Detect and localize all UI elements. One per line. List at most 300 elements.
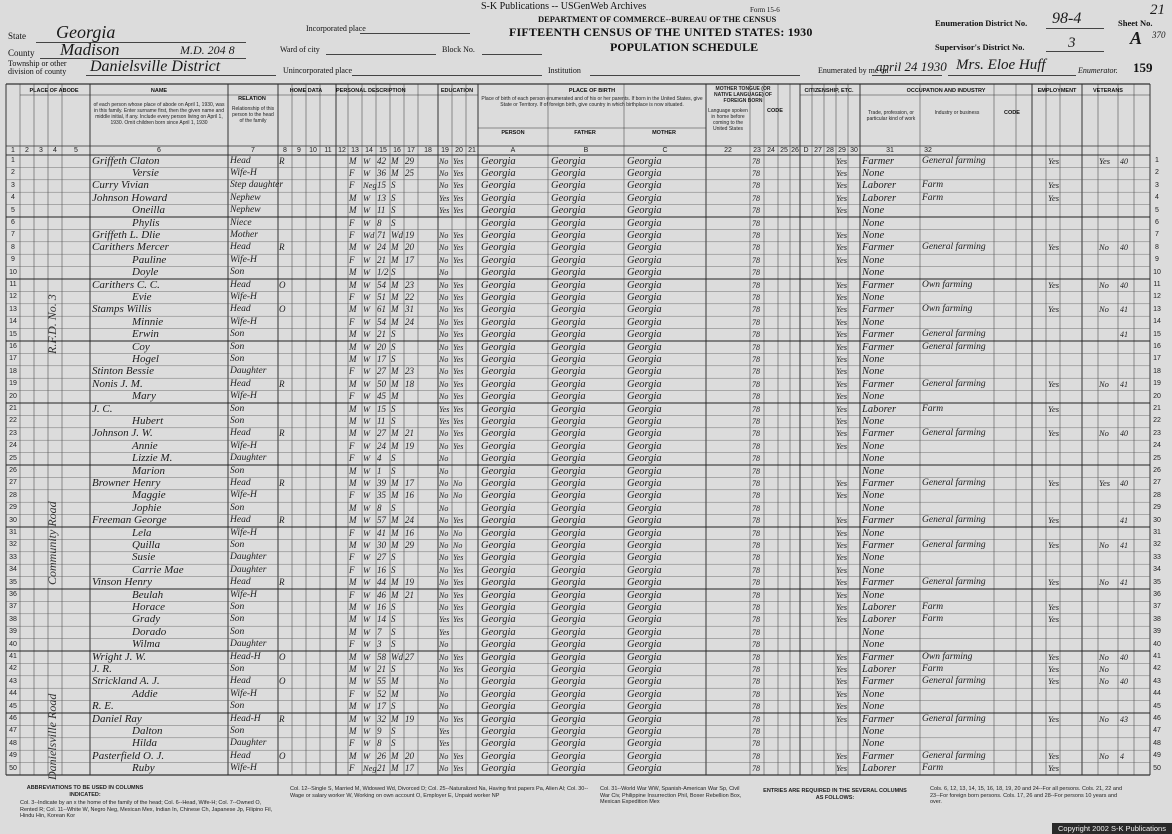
cell-pb: Georgia: [481, 291, 516, 303]
cell-race: W: [363, 428, 371, 439]
cell-pb: Georgia: [481, 589, 516, 601]
cell-w: Yes: [1048, 279, 1060, 290]
cell-sch: No: [439, 243, 449, 253]
enumerator-name: Mrs. Eloe Huff: [956, 57, 1046, 73]
cell-w: Yes: [1048, 477, 1060, 488]
cell-sch: Yes: [439, 615, 450, 625]
cell-mage: 29: [405, 539, 414, 550]
cell-ms: Wd: [391, 651, 403, 662]
cell-pb: Georgia: [481, 676, 516, 688]
cell-code: 78: [752, 243, 760, 253]
cell-mage: 23: [405, 366, 414, 377]
cell-pb: Georgia: [481, 205, 516, 217]
cell-c31: 41: [1120, 540, 1128, 550]
line-number: 23: [9, 429, 17, 437]
cell-pb: Georgia: [481, 502, 516, 514]
name-column-description: of each person whose place of abode on April 1, 1930, was in this family. Enter surname first, then the given name and middle initial, if any. Include every person living on April 1, 1930. Omit children born since April 1, 1930: [93, 102, 225, 126]
cell-code: 78: [752, 317, 760, 327]
cell-sex: F: [349, 180, 355, 191]
cell-code: 78: [752, 156, 760, 166]
cell-ms: Wd: [391, 229, 403, 240]
cell-sch: No: [439, 478, 449, 488]
cell-age: 15: [377, 180, 386, 191]
cell-age: 55: [377, 676, 386, 687]
cell-eng: Yes: [836, 415, 848, 426]
line-number: 49: [9, 752, 17, 760]
cell-mb: Georgia: [627, 688, 662, 700]
cell-w: Yes: [1048, 515, 1060, 526]
cell-ind: General farming: [922, 378, 986, 389]
cell-name: Curry Vivian: [92, 179, 149, 192]
cell-fb: Georgia: [551, 366, 586, 378]
cell-mb: Georgia: [627, 490, 662, 502]
cell-occ: None: [862, 440, 885, 452]
cell-ind: General farming: [922, 515, 986, 526]
line-number: 49: [1153, 752, 1161, 760]
cell-c31: 40: [1120, 429, 1128, 439]
cell-code: 78: [752, 714, 760, 724]
cell-name: Erwin: [132, 328, 159, 341]
cell-sch: No: [439, 516, 449, 526]
cell-vet: Yes: [1099, 477, 1111, 488]
cell-pb: Georgia: [481, 688, 516, 700]
cell-occ: None: [862, 415, 885, 427]
cell-race: W: [363, 663, 371, 674]
line-number: 11: [1153, 281, 1161, 288]
column-number-29: 29: [838, 147, 846, 154]
cell-occ: Laborer: [862, 614, 897, 626]
cell-read: Yes: [453, 230, 464, 240]
cell-mage: 19: [405, 229, 414, 240]
cell-ms: S: [391, 415, 396, 426]
cell-age: 50: [377, 378, 386, 389]
cell-mb: Georgia: [627, 552, 662, 564]
cell-code: 78: [752, 503, 760, 513]
cell-sch: No: [439, 677, 449, 687]
cell-pb: Georgia: [481, 229, 516, 241]
cell-occ: None: [862, 453, 885, 465]
cell-mb: Georgia: [627, 601, 662, 613]
cell-race: W: [363, 378, 371, 389]
cell-fb: Georgia: [551, 378, 586, 390]
cell-mage: 29: [405, 155, 414, 166]
cell-own: R: [279, 378, 285, 389]
cell-sex: M: [349, 353, 357, 364]
cell-eng: Yes: [836, 329, 848, 340]
cell-rel: Wife-H: [230, 391, 257, 402]
cell-eng: Yes: [836, 477, 848, 488]
cell-read: Yes: [453, 354, 464, 364]
cell-pb: Georgia: [481, 490, 516, 502]
cell-c31: 40: [1120, 280, 1128, 290]
cell-rel: Head: [230, 428, 251, 439]
cell-read: Yes: [453, 379, 464, 389]
line-number: 21: [1153, 405, 1161, 412]
cell-sex: F: [349, 738, 355, 749]
cell-rel: Nephew: [230, 205, 261, 216]
cell-c31: 41: [1120, 330, 1128, 340]
cell-w: Yes: [1048, 403, 1060, 414]
cell-rel: Wife-H: [230, 589, 257, 600]
cell-sex: M: [349, 676, 357, 687]
cell-ms: M: [391, 304, 399, 315]
cell-read: Yes: [453, 206, 464, 216]
column-number-2: 2: [25, 147, 29, 154]
line-number: 39: [1153, 628, 1161, 636]
line-number: 31: [1153, 529, 1161, 536]
cell-code: 78: [752, 354, 760, 364]
cell-code: 78: [752, 726, 760, 736]
cell-rel: Head: [230, 304, 251, 315]
cell-rel: Daughter: [230, 564, 267, 575]
cell-occ: Laborer: [862, 601, 897, 613]
cell-name: Dorado: [132, 625, 167, 638]
cell-ms: M: [391, 378, 399, 389]
cell-age: 16: [377, 564, 386, 575]
cell-rel: Son: [230, 663, 245, 674]
cell-vet: No: [1099, 378, 1109, 389]
footer-abbreviations-note: Col. 3--Indicate by an x the home of the family of the head; Col. 6--Head, Wife-H; Col. 7--Owned O, Rented R; Col. 11--White W, Negro Neg, Mexican Mex, Indian In, Chinese Ch, Japanese Jp, Filipino Fil, Hindu Hin, Korean Kor: [20, 800, 273, 819]
cell-ms: M: [391, 254, 399, 265]
cell-eng: Yes: [836, 403, 848, 414]
cell-fb: Georgia: [551, 651, 586, 663]
cell-pb: Georgia: [481, 552, 516, 564]
cell-occ: Farmer: [862, 428, 895, 440]
cell-age: 57: [377, 515, 386, 526]
cell-mb: Georgia: [627, 316, 662, 328]
cell-mage: 25: [405, 167, 414, 178]
cell-race: W: [363, 205, 371, 216]
cell-ms: S: [391, 217, 396, 228]
cell-fb: Georgia: [551, 663, 586, 675]
cell-code: 78: [752, 516, 760, 526]
cell-sex: M: [349, 428, 357, 439]
cell-mb: Georgia: [627, 750, 662, 762]
ward-label: Ward of city: [280, 45, 320, 54]
footer-middle-note: Col. 12--Single S, Married M, Widowed Wd, Divorced D; Col. 25--Naturalized Na, Having first papers Pa, Alien Al; Col. 30--Wage or salary worker W, Working on own account O, Employer E, Unpaid worker NP: [290, 786, 589, 799]
line-number: 2: [1155, 169, 1159, 177]
cell-occ: Farmer: [862, 750, 895, 762]
cell-race: W: [363, 254, 371, 265]
cell-age: 54: [377, 316, 386, 327]
cell-eng: Yes: [836, 366, 848, 377]
cell-race: W: [363, 366, 371, 377]
cell-race: W: [363, 304, 371, 315]
cell-rel: Son: [230, 403, 245, 414]
cell-rel: Head-H: [230, 651, 261, 662]
cell-race: W: [363, 688, 371, 699]
cell-name: Ruby: [132, 762, 155, 775]
section-employment: EMPLOYMENT: [1037, 88, 1077, 94]
cell-own: R: [279, 155, 285, 166]
cell-occ: Farmer: [862, 676, 895, 688]
footer-veterans-note: Col. 31--World War WW, Spanish-American War Sp, Civil War Civ, Philippine Insurrection Phil, Boxer Rebellion Box, Mexican Expedition Mex: [600, 786, 742, 805]
cell-mage: 16: [405, 527, 414, 538]
cell-sex: F: [349, 316, 355, 327]
cell-sch: No: [439, 503, 449, 513]
line-number: 32: [9, 541, 17, 549]
line-number: 43: [9, 677, 17, 685]
cell-race: W: [363, 614, 371, 625]
cell-sex: M: [349, 701, 357, 712]
cell-mb: Georgia: [627, 440, 662, 452]
birth-mother-heading: MOTHER: [652, 130, 676, 136]
cell-occ: Farmer: [862, 539, 895, 551]
cell-mb: Georgia: [627, 192, 662, 204]
cell-mage: 16: [405, 490, 414, 501]
cell-sch: No: [439, 268, 449, 278]
cell-eng: Yes: [836, 750, 848, 761]
enumeration-district-label: Enumeration District No.: [935, 18, 1028, 28]
cell-name: Susie: [132, 551, 156, 564]
cell-sex: M: [349, 713, 357, 724]
cell-pb: Georgia: [481, 403, 516, 415]
cell-eng: Yes: [836, 291, 848, 302]
cell-occ: Farmer: [862, 577, 895, 589]
cell-code: 78: [752, 491, 760, 501]
cell-sch: No: [439, 354, 449, 364]
section-personal: PERSONAL DESCRIPTION: [336, 88, 406, 94]
cell-mb: Georgia: [627, 353, 662, 365]
cell-sex: F: [349, 490, 355, 501]
cell-age: 35: [377, 490, 386, 501]
cell-code: 78: [752, 764, 760, 774]
column-number-C: C: [662, 147, 668, 154]
cell-occ: None: [862, 229, 885, 241]
cell-sex: M: [349, 477, 357, 488]
cell-ind: Own farming: [922, 279, 973, 290]
cell-mb: Georgia: [627, 663, 662, 675]
cell-age: 13: [377, 192, 386, 203]
cell-ms: M: [391, 391, 399, 402]
cell-ms: M: [391, 440, 399, 451]
cell-rel: Head: [230, 577, 251, 588]
line-number: 29: [9, 504, 17, 512]
cell-read: Yes: [453, 441, 464, 451]
cell-race: W: [363, 477, 371, 488]
cell-ms: M: [391, 242, 399, 253]
cell-race: W: [363, 353, 371, 364]
cell-eng: Yes: [836, 428, 848, 439]
cell-sex: F: [349, 167, 355, 178]
supervisor-district-label: Supervisor's District No.: [935, 42, 1025, 52]
cell-sch: No: [439, 702, 449, 712]
cell-own: O: [279, 651, 286, 662]
cell-name: Hubert: [132, 414, 164, 427]
cell-eng: Yes: [836, 713, 848, 724]
cell-race: W: [363, 502, 371, 513]
cell-fb: Georgia: [551, 229, 586, 241]
cell-read: Yes: [453, 553, 464, 563]
cell-ind: General farming: [922, 713, 986, 724]
column-number-A: A: [510, 147, 516, 154]
cell-rel: Wife-H: [230, 254, 257, 265]
cell-ind: Own farming: [922, 651, 973, 662]
cell-name: Lela: [132, 526, 152, 539]
line-number: 47: [1153, 727, 1161, 735]
cell-mb: Georgia: [627, 614, 662, 626]
line-number: 34: [9, 566, 17, 574]
line-number: 9: [1155, 256, 1159, 264]
cell-age: 1: [377, 465, 382, 476]
column-number-15: 15: [379, 147, 387, 154]
cell-ind: Own farming: [922, 304, 973, 315]
cell-mage: 31: [405, 304, 414, 315]
cell-name: Johnson J. W.: [92, 427, 153, 440]
cell-read: Yes: [453, 404, 464, 414]
line-number: 1: [11, 157, 15, 164]
cell-fb: Georgia: [551, 428, 586, 440]
cell-pb: Georgia: [481, 564, 516, 576]
column-number-28: 28: [826, 147, 834, 154]
line-number: 38: [9, 615, 17, 623]
line-number: 47: [9, 727, 17, 735]
cell-fb: Georgia: [551, 713, 586, 725]
cell-race: W: [363, 316, 371, 327]
cell-mb: Georgia: [627, 167, 662, 179]
line-number: 14: [9, 318, 17, 326]
cell-mb: Georgia: [627, 254, 662, 266]
column-number-D: D: [803, 147, 809, 154]
line-number: 18: [9, 367, 17, 375]
cell-name: Minnie: [132, 315, 164, 328]
line-number: 15: [1153, 330, 1161, 338]
cell-eng: Yes: [836, 180, 848, 191]
cell-sch: No: [439, 441, 449, 451]
line-number: 13: [9, 305, 17, 313]
section-place-of-birth: PLACE OF BIRTH: [568, 88, 616, 94]
enumerated-label: Enumerated by me on: [818, 66, 889, 75]
column-number-23: 23: [753, 147, 761, 154]
footer-abbreviations-title: ABBREVIATIONS TO BE USED IN COLUMNS INDICATED:: [26, 785, 144, 798]
cell-rel: Daughter: [230, 738, 267, 749]
cell-fb: Georgia: [551, 589, 586, 601]
line-number: 26: [9, 467, 17, 474]
cell-occ: None: [862, 267, 885, 279]
cell-rel: Niece: [230, 217, 252, 228]
line-number: 44: [9, 690, 17, 698]
cell-fb: Georgia: [551, 465, 586, 477]
cell-eng: Yes: [836, 676, 848, 687]
cell-race: Neg: [363, 763, 377, 774]
cell-pb: Georgia: [481, 415, 516, 427]
cell-w: Yes: [1048, 242, 1060, 253]
cell-ms: S: [391, 267, 396, 278]
cell-eng: Yes: [836, 391, 848, 402]
line-number: 42: [1153, 665, 1161, 673]
cell-fb: Georgia: [551, 403, 586, 415]
cell-read: No: [453, 491, 463, 501]
cell-rel: Son: [230, 353, 245, 364]
cell-ms: S: [391, 205, 396, 216]
cell-age: 17: [377, 701, 386, 712]
cell-sch: No: [439, 652, 449, 662]
census-title: FIFTEENTH CENSUS OF THE UNITED STATES: 1930: [509, 25, 813, 39]
line-number: 9: [11, 256, 15, 264]
cell-mb: Georgia: [627, 701, 662, 713]
cell-age: 7: [377, 626, 382, 637]
line-number: 32: [1153, 541, 1161, 549]
cell-name: Carithers C. C.: [92, 278, 160, 291]
cell-read: Yes: [453, 392, 464, 402]
cell-read: Yes: [453, 516, 464, 526]
cell-sex: M: [349, 242, 357, 253]
cell-name: Grady: [132, 613, 161, 626]
cell-read: No: [453, 528, 463, 538]
cell-own: R: [279, 515, 285, 526]
cell-age: 58: [377, 651, 386, 662]
cell-rel: Daughter: [230, 552, 267, 563]
cell-race: W: [363, 192, 371, 203]
cell-eng: Yes: [836, 378, 848, 389]
line-number: 29: [1153, 504, 1161, 512]
cell-mage: 20: [405, 750, 414, 761]
cell-sch: No: [439, 367, 449, 377]
cell-fb: Georgia: [551, 527, 586, 539]
cell-sex: M: [349, 341, 357, 352]
cell-w: Yes: [1048, 428, 1060, 439]
cell-c31: 4: [1120, 751, 1124, 761]
cell-code: 78: [752, 565, 760, 575]
cell-age: 20: [377, 341, 386, 352]
cell-name: Doyle: [132, 266, 159, 279]
cell-pb: Georgia: [481, 254, 516, 266]
cell-ms: S: [391, 725, 396, 736]
cell-name: Pauline: [132, 253, 167, 266]
cell-eng: Yes: [836, 490, 848, 501]
cell-name: Hilda: [132, 737, 158, 750]
institution-label: Institution: [548, 66, 581, 75]
cell-fb: Georgia: [551, 738, 586, 750]
cell-race: W: [363, 453, 371, 464]
line-number: 25: [1153, 454, 1161, 462]
cell-name: Nonis J. M.: [92, 377, 143, 390]
cell-sch: No: [439, 255, 449, 265]
cell-eng: Yes: [836, 701, 848, 712]
line-number: 19: [1153, 380, 1161, 388]
cell-occ: Farmer: [862, 341, 895, 353]
cell-own: O: [279, 279, 286, 290]
cell-ms: M: [391, 490, 399, 501]
cell-rel: Head: [230, 378, 251, 389]
cell-age: 61: [377, 304, 386, 315]
line-number: 23: [1153, 429, 1161, 437]
cell-sch: Yes: [439, 726, 450, 736]
cell-fb: Georgia: [551, 701, 586, 713]
cell-pb: Georgia: [481, 279, 516, 291]
cell-ms: M: [391, 167, 399, 178]
cell-race: W: [363, 738, 371, 749]
cell-ms: M: [391, 291, 399, 302]
cell-code: 78: [752, 218, 760, 228]
cell-race: W: [363, 577, 371, 588]
cell-w: Yes: [1048, 378, 1060, 389]
line-number: 24: [1153, 442, 1161, 450]
cell-ind: General farming: [922, 577, 986, 588]
cell-age: 71: [377, 229, 386, 240]
cell-read: Yes: [453, 330, 464, 340]
cell-occ: Farmer: [862, 304, 895, 316]
cell-occ: None: [862, 291, 885, 303]
line-number: 17: [9, 355, 17, 363]
cell-age: 16: [377, 601, 386, 612]
line-number: 27: [9, 479, 17, 487]
cell-ind: Farm: [922, 614, 944, 625]
cell-eng: Yes: [836, 353, 848, 364]
cell-eng: Yes: [836, 539, 848, 550]
cell-age: 27: [377, 366, 386, 377]
cell-pb: Georgia: [481, 539, 516, 551]
